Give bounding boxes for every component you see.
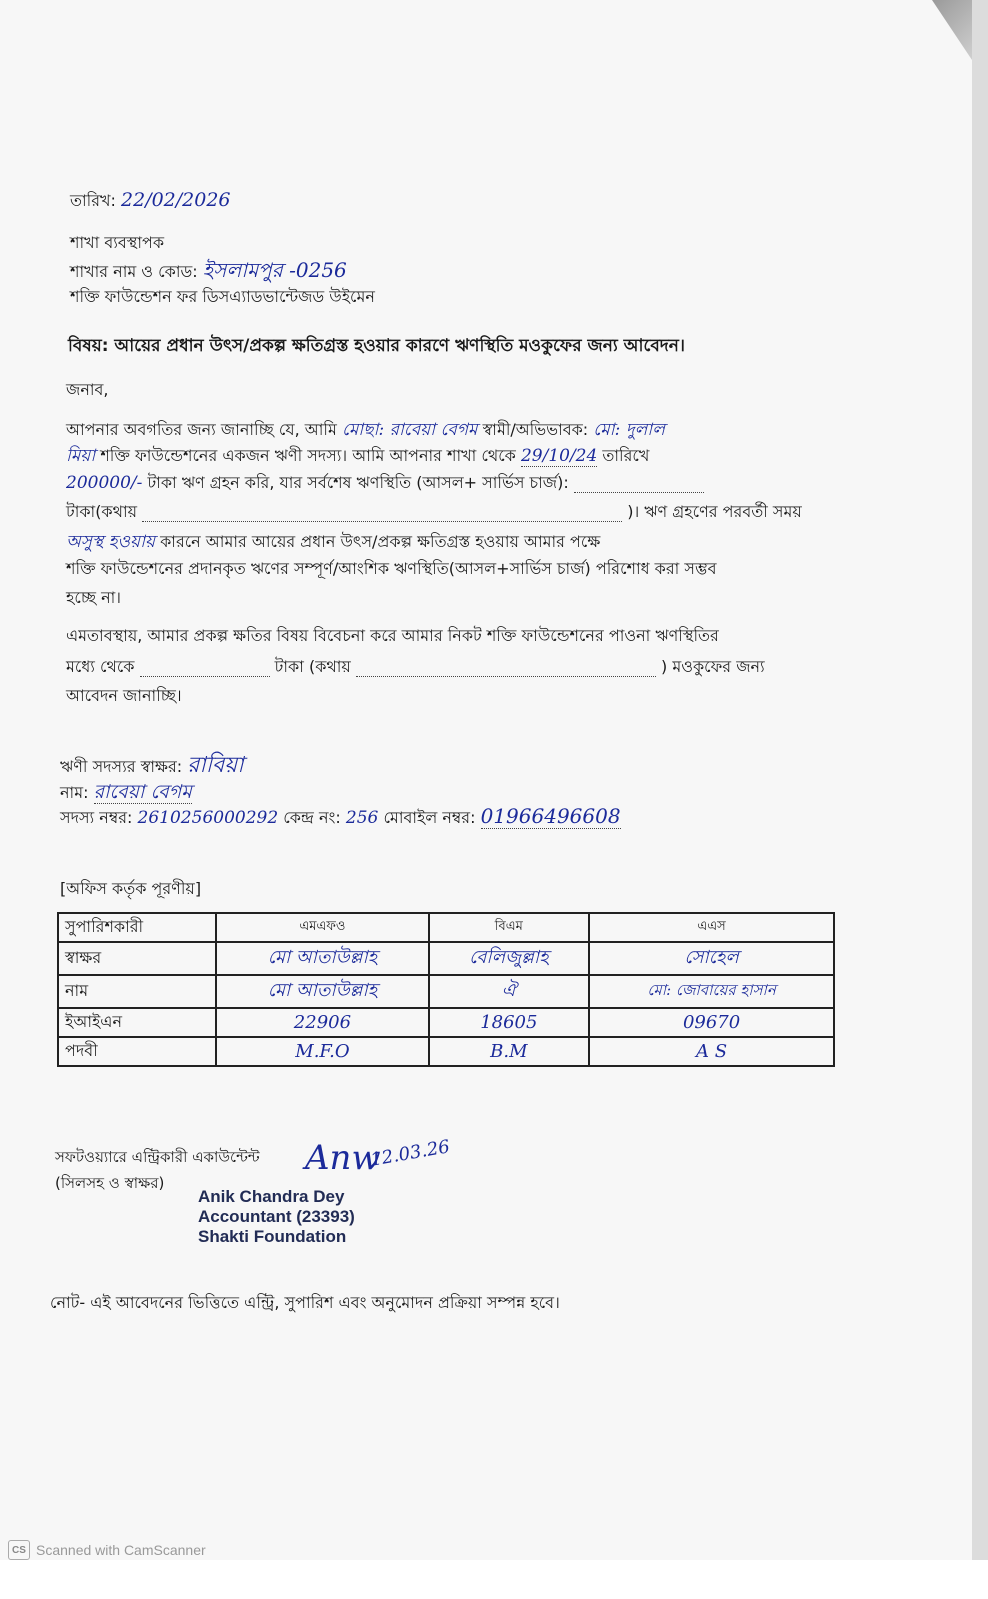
stamp-title: Accountant (23393) bbox=[198, 1207, 355, 1226]
para2-text: টাকা (কথায় bbox=[274, 657, 351, 676]
para1-text: শক্তি ফাউন্ডেশনের একজন ঋণী সদস্য। আমি আপনার শাখা থেকে bbox=[100, 446, 516, 465]
camscanner-watermark bbox=[8, 1540, 206, 1560]
table-header: সুপারিশকারী bbox=[58, 913, 216, 942]
loan-amount: 200000/- bbox=[66, 473, 143, 493]
branch-line bbox=[70, 260, 347, 282]
accountant-sign-date: 12.03.26 bbox=[368, 1136, 452, 1171]
para2-line3: আবেদন জানাচ্ছি। bbox=[66, 686, 182, 705]
para1-line6: শক্তি ফাউন্ডেশনের প্রদানকৃত ঋণের সম্পূর্ণ/আংশিক ঋণস্থিতি(আসল+সার্ভিস চার্জ) পরিশোধ করা সম্ভব bbox=[66, 559, 717, 578]
member-number: 2610256000292 bbox=[137, 808, 279, 828]
table-cell: মো আতাউল্লাহ bbox=[216, 942, 428, 975]
center-label: কেন্দ্র নং: bbox=[283, 808, 341, 827]
table-cell: বেলিজুল্লাহ bbox=[429, 942, 590, 975]
table-row-label: পদবী bbox=[58, 1037, 216, 1066]
note-line: নোট- এই আবেদনের ভিত্তিতে এন্ট্রি, সুপারিশ এবং অনুমোদন প্রক্রিয়া সম্পন্ন হবে। bbox=[50, 1293, 560, 1312]
table-cell: B.M bbox=[429, 1037, 590, 1066]
mobile-label: মোবাইল নম্বর: bbox=[383, 808, 476, 827]
table-cell: মো আতাউল্লাহ bbox=[216, 975, 428, 1008]
para1-line2 bbox=[66, 443, 649, 471]
waiver-amount-blank bbox=[140, 657, 270, 677]
addressee-line3: শক্তি ফাউন্ডেশন ফর ডিসএ্যাডভান্টেজড উইমেন bbox=[70, 287, 375, 306]
addressee-line1: শাখা ব্যবস্থাপক bbox=[70, 233, 165, 252]
table-row-label: নাম bbox=[58, 975, 216, 1008]
para1-text: টাকা ঋণ গ্রহন করি, যার সর্বশেষ ঋণস্থিতি (আসল+ সার্ভিস চার্জ): bbox=[147, 473, 569, 492]
date-line bbox=[70, 190, 231, 211]
balance-blank bbox=[574, 473, 704, 493]
member-num-label: সদস্য নম্বর: bbox=[60, 808, 133, 827]
table-row bbox=[58, 1037, 834, 1066]
table-row bbox=[58, 942, 834, 975]
para2-line2 bbox=[66, 654, 765, 681]
page-corner-shadow bbox=[932, 0, 972, 60]
date-value: 22/02/2026 bbox=[121, 189, 231, 211]
member-signature: রাবিয়া bbox=[187, 753, 244, 778]
guardian-name: মো: দুলাল bbox=[593, 420, 665, 440]
table-row-label: স্বাক্ষর bbox=[58, 942, 216, 975]
para2-line1: এমতাবস্থায়, আমার প্রকল্প ক্ষতির বিষয় বিবেচনা করে আমার নিকট শক্তি ফাউন্ডেশনের পাওনা ঋণস্থিতির bbox=[66, 626, 719, 645]
member-name-label: নাম: bbox=[60, 783, 89, 802]
table-cell: ঐ bbox=[429, 975, 590, 1008]
guardian-name-cont: মিয়া bbox=[66, 446, 96, 466]
table-header-row bbox=[58, 913, 834, 942]
words-blank bbox=[142, 502, 622, 522]
member-name: রাবেয়া বেগম bbox=[93, 781, 192, 803]
reason-value: অসুস্থ হওয়ায় bbox=[66, 532, 156, 552]
table-cell: M.F.O bbox=[216, 1037, 428, 1066]
para1-line4 bbox=[66, 499, 802, 526]
scan-footer bbox=[0, 1560, 988, 1599]
mobile-number: 01966496608 bbox=[480, 804, 621, 828]
para1-text: )। ঋণ গ্রহণের পরবর্তী সময় bbox=[627, 502, 802, 521]
para1-line7: হচ্ছে না। bbox=[66, 588, 121, 607]
date-label: তারিখ: bbox=[70, 191, 116, 210]
accountant-signature: Anw bbox=[305, 1138, 381, 1178]
table-cell: মো: জোবায়ের হাসান bbox=[589, 975, 834, 1008]
salutation: জনাব, bbox=[66, 380, 109, 399]
loan-date: 29/10/24 bbox=[520, 446, 598, 466]
table-header: এএস bbox=[589, 913, 834, 942]
member-sig-label: ঋণী সদস্যর স্বাক্ষর: bbox=[60, 757, 183, 776]
camscanner-icon: CS bbox=[8, 1540, 30, 1560]
para2-text: মধ্যে থেকে bbox=[66, 657, 135, 676]
table-header: বিএম bbox=[429, 913, 590, 942]
table-cell: 22906 bbox=[216, 1008, 428, 1037]
para1-text: কারনে আমার আয়ের প্রধান উৎস/প্রকল্প ক্ষতিগ্রস্ত হওয়ায় আমার পক্ষে bbox=[160, 532, 601, 551]
waiver-words-blank bbox=[356, 657, 656, 677]
stamp-org: Shakti Foundation bbox=[198, 1227, 347, 1246]
accountant-seal-label: (সিলসহ ও স্বাক্ষর) bbox=[55, 1174, 165, 1192]
accountant-label: সফটওয়্যারে এন্ট্রিকারী একাউন্টেন্ট bbox=[55, 1148, 260, 1166]
member-number-line bbox=[60, 804, 621, 832]
para2-text: ) মওকুফের জন্য bbox=[661, 657, 765, 676]
office-use-label: [অফিস কর্তৃক পূরণীয়] bbox=[60, 879, 202, 898]
recommendation-table bbox=[57, 912, 835, 1067]
table-cell: 18605 bbox=[429, 1008, 590, 1037]
accountant-stamp bbox=[198, 1187, 355, 1247]
center-number: 256 bbox=[345, 808, 379, 828]
para1-line3 bbox=[66, 470, 704, 497]
para1-text: আপনার অবগতির জন্য জানাচ্ছি যে, আমি bbox=[66, 420, 337, 439]
table-cell: সোহেল bbox=[589, 942, 834, 975]
para1-text: টাকা(কথায় bbox=[66, 502, 138, 521]
table-row-label: ইআইএন bbox=[58, 1008, 216, 1037]
stamp-name: Anik Chandra Dey bbox=[198, 1187, 345, 1206]
guardian-label: স্বামী/অভিভাবক: bbox=[482, 420, 589, 439]
table-cell: A S bbox=[589, 1037, 834, 1066]
table-row bbox=[58, 1008, 834, 1037]
para1-text: তারিখে bbox=[602, 446, 650, 465]
para1-line1 bbox=[66, 417, 665, 445]
table-header: এমএফও bbox=[216, 913, 428, 942]
table-cell: 09670 bbox=[589, 1008, 834, 1037]
branch-value: ইসলামপুর -0256 bbox=[202, 258, 347, 282]
table-row bbox=[58, 975, 834, 1008]
para1-line5 bbox=[66, 529, 600, 557]
applicant-name: মোছা: রাবেয়া বেগম bbox=[341, 420, 478, 440]
subject-line: বিষয়: আয়ের প্রধান উৎস/প্রকল্প ক্ষতিগ্রস্ত হওয়ার কারণে ঋণস্থিতি মওকুফের জন্য আবেদন। bbox=[68, 336, 685, 356]
branch-label: শাখার নাম ও কোড: bbox=[70, 262, 198, 281]
camscanner-text: Scanned with CamScanner bbox=[36, 1542, 206, 1558]
